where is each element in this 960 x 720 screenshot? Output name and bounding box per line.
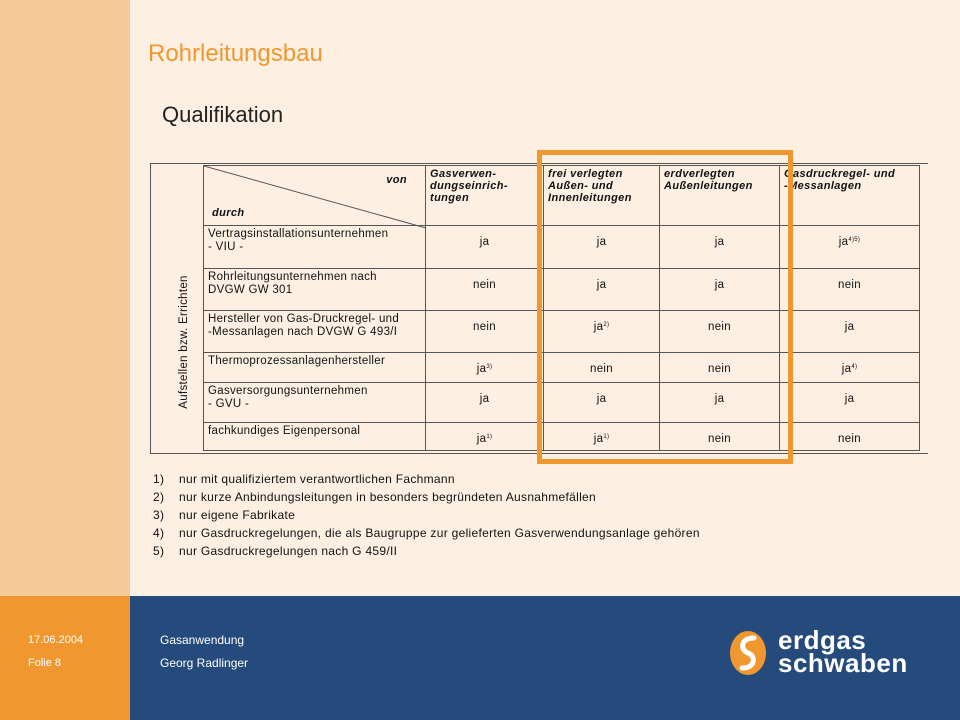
cell-value: ja: [593, 321, 604, 333]
cell-value: ja: [596, 279, 607, 291]
cell-value: nein: [708, 321, 731, 333]
cell-value: nein: [473, 279, 496, 291]
footnote-ref: 4): [851, 364, 858, 370]
company-logo: [726, 625, 926, 684]
cell-value: ja: [479, 393, 490, 405]
logo-wordmark: [778, 625, 908, 678]
footnote-item: [153, 506, 700, 524]
highlight-box: [537, 150, 793, 464]
cell-value: nein: [590, 363, 613, 375]
table-cell: [426, 311, 544, 353]
table-cell: [426, 226, 544, 269]
table-cell: [780, 311, 920, 353]
footnote-text: nur kurze Anbindungsleitungen in besonders begründeten Ausnahmefällen: [179, 490, 596, 504]
footnote-ref: 4)5): [848, 237, 861, 243]
cell-value: nein: [838, 279, 861, 291]
row-label-text: Thermoprozessanlagenhersteller: [208, 355, 386, 367]
footnote-ref: 3): [486, 364, 493, 370]
cell-value: ja: [593, 433, 604, 445]
footnote-ref: 2): [603, 322, 610, 328]
row-group-label-text: Aufstellen bzw. Errichten: [178, 275, 190, 409]
footnote-item: [153, 470, 700, 488]
footnote-item: [153, 488, 700, 506]
table-cell: [780, 269, 920, 311]
column-header-text: Gasverwen- dungseinrich- tungen: [430, 168, 508, 204]
footnote-item: [153, 542, 700, 560]
footnote-text: nur mit qualifiziertem verantwortlichen Fachmann: [179, 472, 455, 486]
footnote-number: 3): [153, 508, 165, 522]
cell-value: ja: [479, 236, 490, 248]
cell-value: ja: [844, 321, 855, 333]
table-cell: [426, 383, 544, 423]
cell-value: ja: [714, 236, 725, 248]
sidebar-panel: [0, 0, 130, 596]
slide-subtitle: Qualifikation: [162, 102, 284, 127]
footnote-number: 1): [153, 472, 165, 486]
footnote-text: nur Gasdruckregelungen, die als Baugruppe zur gelieferten Gasverwendungsanlage gehören: [179, 526, 700, 540]
cell-value: nein: [708, 363, 731, 375]
column-header-text: erdverlegten Außenleitungen: [664, 168, 753, 192]
table-cell: [426, 353, 544, 383]
row-group-label: [172, 262, 196, 422]
logo-line-1: erdgas: [778, 625, 867, 655]
column-header: [426, 166, 544, 226]
row-label-text: Vertragsinstallationsunternehmen - VIU -: [208, 228, 389, 253]
corner-cell: [204, 166, 426, 226]
table-cell: [426, 269, 544, 311]
table-cell: [780, 226, 920, 269]
table-cell: [426, 423, 544, 451]
cell-value: ja: [476, 433, 487, 445]
row-label-text: fachkundiges Eigenpersonal: [208, 425, 361, 437]
table-cell: [780, 383, 920, 423]
cell-value: ja: [841, 363, 852, 375]
cell-value: ja: [596, 236, 607, 248]
table-cell: [780, 423, 920, 451]
footnote-ref: 1): [603, 434, 610, 440]
footnote-ref: 1): [486, 434, 493, 440]
row-label: [204, 423, 426, 451]
cell-value: ja: [838, 236, 849, 248]
cell-value: nein: [473, 321, 496, 333]
row-label: [204, 311, 426, 353]
corner-label-durch: durch: [212, 207, 245, 219]
flame-s-logo-icon: [726, 628, 770, 678]
row-label: [204, 269, 426, 311]
table-outer-left-border: [150, 163, 151, 453]
row-label-text: Rohrleitungsunternehmen nach DVGW GW 301: [208, 271, 377, 296]
footnote-number: 5): [153, 544, 165, 558]
cell-value: nein: [838, 433, 861, 445]
cell-value: ja: [714, 393, 725, 405]
footer-date: 17.06.2004: [28, 634, 84, 646]
row-label: [204, 383, 426, 423]
column-header-text: frei verlegten Außen- und Innenleitungen: [548, 168, 632, 204]
footer-author: Georg Radlinger: [160, 656, 249, 670]
footer-slide-number: Folie 8: [28, 657, 62, 669]
cell-value: ja: [844, 393, 855, 405]
footer-accent-block: [0, 596, 130, 720]
column-header: [780, 166, 920, 226]
corner-label-von: von: [386, 174, 407, 186]
cell-value: ja: [476, 363, 487, 375]
row-label-text: Hersteller von Gas-Druckregel- und -Messanlagen nach DVGW G 493/I: [208, 313, 400, 338]
footnote-item: [153, 524, 700, 542]
cell-value: ja: [596, 393, 607, 405]
footnote-number: 2): [153, 490, 165, 504]
table-cell: [780, 353, 920, 383]
column-header-text: Gasdruckregel- und -Messanlagen: [784, 168, 896, 192]
cell-value: ja: [714, 279, 725, 291]
footnote-text: nur eigene Fabrikate: [179, 508, 296, 522]
slide-title: Rohrleitungsbau: [148, 40, 323, 67]
footer-topic: Gasanwendung: [160, 633, 245, 647]
footnote-text: nur Gasdruckregelungen nach G 459/II: [179, 544, 398, 558]
logo-line-2: schwaben: [778, 648, 908, 678]
cell-value: nein: [708, 433, 731, 445]
row-label: [204, 226, 426, 269]
footnote-number: 4): [153, 526, 165, 540]
row-label-text: Gasversorgungsunternehmen - GVU -: [208, 385, 368, 410]
footnotes: [153, 470, 700, 560]
row-label: [204, 353, 426, 383]
